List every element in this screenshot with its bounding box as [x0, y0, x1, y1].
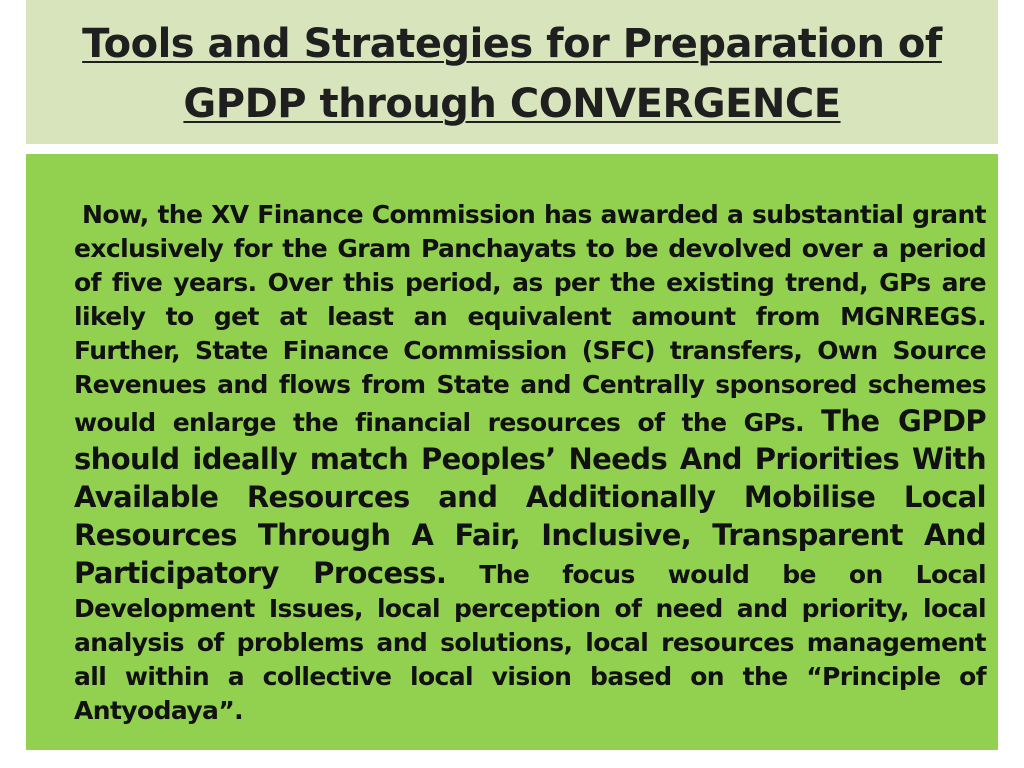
title-box: [26, 0, 998, 144]
body-text-part-1: Now, the XV Finance Commission has awarded a substantial grant exclusively for the Gram Panchayats to be devolved over a period of five years. Over this period, as per the existing trend, GPs are likely to get at least an equivalent amount from MGNREGS. Further, State Finance Commission (SFC) transfers, Own Source Revenues and flows from State and Centrally sponsored schemes would enlarge the financial resources of the GPs.: [74, 200, 986, 437]
body-paragraph: [74, 198, 986, 728]
slide-title-line-1: Tools and Strategies for Preparation of: [82, 21, 942, 67]
body-emphasis-text: The GPDP should ideally match Peoples’ Needs And Priorities With Available Resources and Additionally Mobilise Local Resources Through A Fair, Inclusive, Transparent And Participatory Process.: [74, 404, 986, 590]
slide-title-line-2: GPDP through CONVERGENCE: [183, 81, 841, 127]
body-text-part-2: The focus would be on Local Development Issues, local perception of need and priority, local analysis of problems and solutions, local resources management all within a collective local vision based on the “Principle of Antyodaya”.: [74, 560, 986, 725]
content-box: [26, 154, 998, 750]
